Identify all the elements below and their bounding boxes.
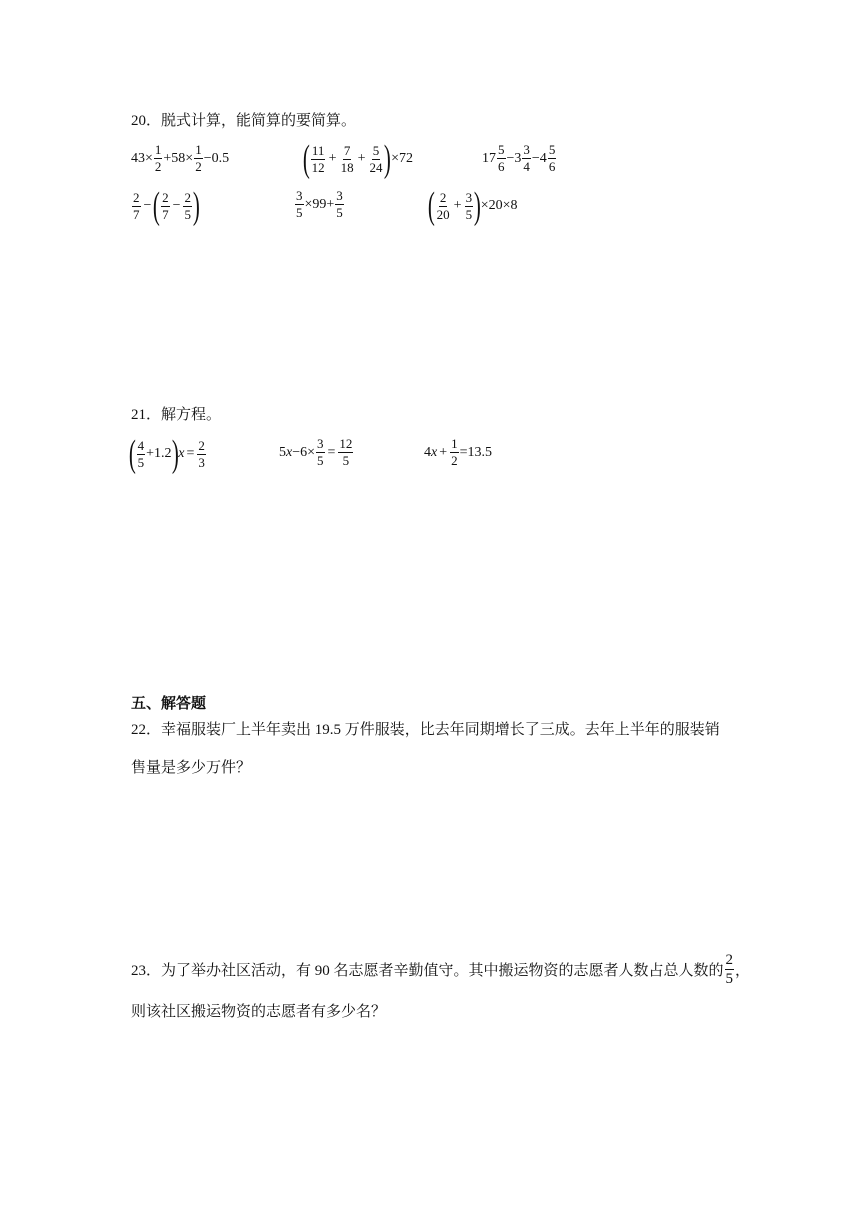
text: =13.5 xyxy=(459,444,493,460)
numerator: 2 xyxy=(184,189,191,205)
text: ×20×8 xyxy=(480,198,518,213)
operator: + xyxy=(328,151,337,166)
comma: ， xyxy=(735,963,751,979)
fraction xyxy=(522,143,531,174)
numerator: 2 xyxy=(133,189,140,205)
fraction xyxy=(335,189,344,220)
q20-title: 20．脱式计算，能简算的要简算。 xyxy=(131,113,357,129)
denominator: 5 xyxy=(725,971,734,987)
numerator: 3 xyxy=(336,188,343,203)
fraction xyxy=(465,191,474,222)
denominator: 5 xyxy=(342,453,350,468)
denominator: 6 xyxy=(498,159,505,174)
denominator: 5 xyxy=(465,206,473,222)
denominator: 5 xyxy=(317,453,324,468)
denominator: 7 xyxy=(133,206,140,222)
q23-line-2: 则该社区搬运物资的志愿者有多少名？ xyxy=(131,1004,387,1020)
numerator: 5 xyxy=(372,142,380,158)
denominator: 2 xyxy=(195,159,202,174)
q21-equation-3 xyxy=(424,437,492,468)
fraction xyxy=(368,144,383,175)
q21-title: 21．解方程。 xyxy=(131,407,222,423)
fraction xyxy=(194,143,203,174)
section-heading: 五、解答题 xyxy=(131,696,207,712)
left-paren: ( xyxy=(153,185,161,227)
q20-problem-5 xyxy=(294,189,345,220)
fraction xyxy=(338,437,353,468)
q23-line-1 xyxy=(131,952,750,987)
left-paren: ( xyxy=(427,185,435,227)
numerator: 12 xyxy=(339,436,353,451)
operator: − xyxy=(143,198,152,213)
denominator: 2 xyxy=(451,453,458,468)
fraction xyxy=(311,144,326,175)
denominator: 5 xyxy=(184,206,191,222)
fraction xyxy=(295,189,304,220)
text: −4 xyxy=(531,150,547,166)
operator: + xyxy=(453,198,462,213)
fraction xyxy=(137,439,146,470)
operator: + xyxy=(439,444,448,460)
numerator: 1 xyxy=(451,436,458,451)
text: 4 xyxy=(424,444,431,460)
operator: = xyxy=(186,446,195,461)
numerator: 3 xyxy=(296,188,303,203)
denominator: 18 xyxy=(340,159,354,175)
text: 43× xyxy=(131,150,153,166)
numerator: 1 xyxy=(195,142,202,157)
denominator: 3 xyxy=(198,454,205,470)
text: +58× xyxy=(163,150,194,166)
q21-equation-1 xyxy=(129,435,207,473)
text: 17 xyxy=(482,150,496,166)
text: ×99+ xyxy=(304,196,335,212)
text: 23．为了举办社区活动，有 90 名志愿者辛勤值守。其中搬运物资的志愿者人数占总人数的 xyxy=(131,963,724,979)
numerator: 5 xyxy=(498,142,505,157)
denominator: 24 xyxy=(369,159,383,175)
numerator: 2 xyxy=(725,952,734,968)
variable: x xyxy=(178,446,185,461)
fraction xyxy=(548,143,557,174)
fraction xyxy=(132,191,141,222)
numerator: 3 xyxy=(465,189,473,205)
denominator: 5 xyxy=(137,454,145,470)
fraction xyxy=(197,439,206,470)
fraction xyxy=(450,437,459,468)
fraction xyxy=(154,143,163,174)
operator: = xyxy=(327,444,336,460)
text: 5 xyxy=(279,444,286,460)
q20-problem-2 xyxy=(303,140,413,178)
denominator: 5 xyxy=(336,205,343,220)
denominator: 20 xyxy=(436,206,450,222)
q20-problem-1 xyxy=(131,143,229,174)
variable: x xyxy=(431,444,438,460)
denominator: 6 xyxy=(548,159,556,174)
numerator: 1 xyxy=(154,142,162,157)
denominator: 4 xyxy=(523,159,530,174)
right-paren: ) xyxy=(171,433,179,475)
left-paren: ( xyxy=(128,433,136,475)
operator: + xyxy=(357,151,366,166)
text: −0.5 xyxy=(203,150,230,166)
denominator: 7 xyxy=(162,206,169,222)
fraction xyxy=(497,143,506,174)
left-paren: ( xyxy=(302,138,310,180)
numerator: 5 xyxy=(548,142,556,157)
q22-line-1: 22．幸福服装厂上半年卖出 19.5 万件服装，比去年同期增长了三成。去年上半年的服装销 xyxy=(131,722,720,738)
text: −3 xyxy=(506,150,522,166)
fraction xyxy=(436,191,451,222)
variable: x xyxy=(286,444,293,460)
fraction xyxy=(316,437,325,468)
fraction xyxy=(725,952,735,987)
numerator: 3 xyxy=(317,436,324,451)
fraction xyxy=(340,144,355,175)
numerator: 7 xyxy=(343,142,351,158)
numerator: 3 xyxy=(523,142,530,157)
q20-problem-6 xyxy=(428,187,518,225)
numerator: 2 xyxy=(439,189,447,205)
denominator: 12 xyxy=(311,159,325,175)
right-paren: ) xyxy=(192,185,200,227)
numerator: 11 xyxy=(311,142,325,158)
right-paren: ) xyxy=(384,138,392,180)
operator: − xyxy=(172,198,181,213)
fraction xyxy=(161,191,170,222)
denominator: 5 xyxy=(296,205,303,220)
text: −6× xyxy=(292,444,316,460)
numerator: 2 xyxy=(198,437,205,453)
q22-line-2: 售量是多少万件？ xyxy=(131,760,252,776)
text: ×72 xyxy=(391,151,414,166)
fraction xyxy=(183,191,192,222)
q20-problem-3 xyxy=(482,143,557,174)
right-paren: ) xyxy=(473,185,481,227)
text: +1.2 xyxy=(146,446,172,461)
denominator: 2 xyxy=(154,159,162,174)
q20-problem-4 xyxy=(131,187,200,225)
numerator: 2 xyxy=(162,189,169,205)
numerator: 4 xyxy=(137,437,145,453)
q21-equation-2 xyxy=(279,437,354,468)
